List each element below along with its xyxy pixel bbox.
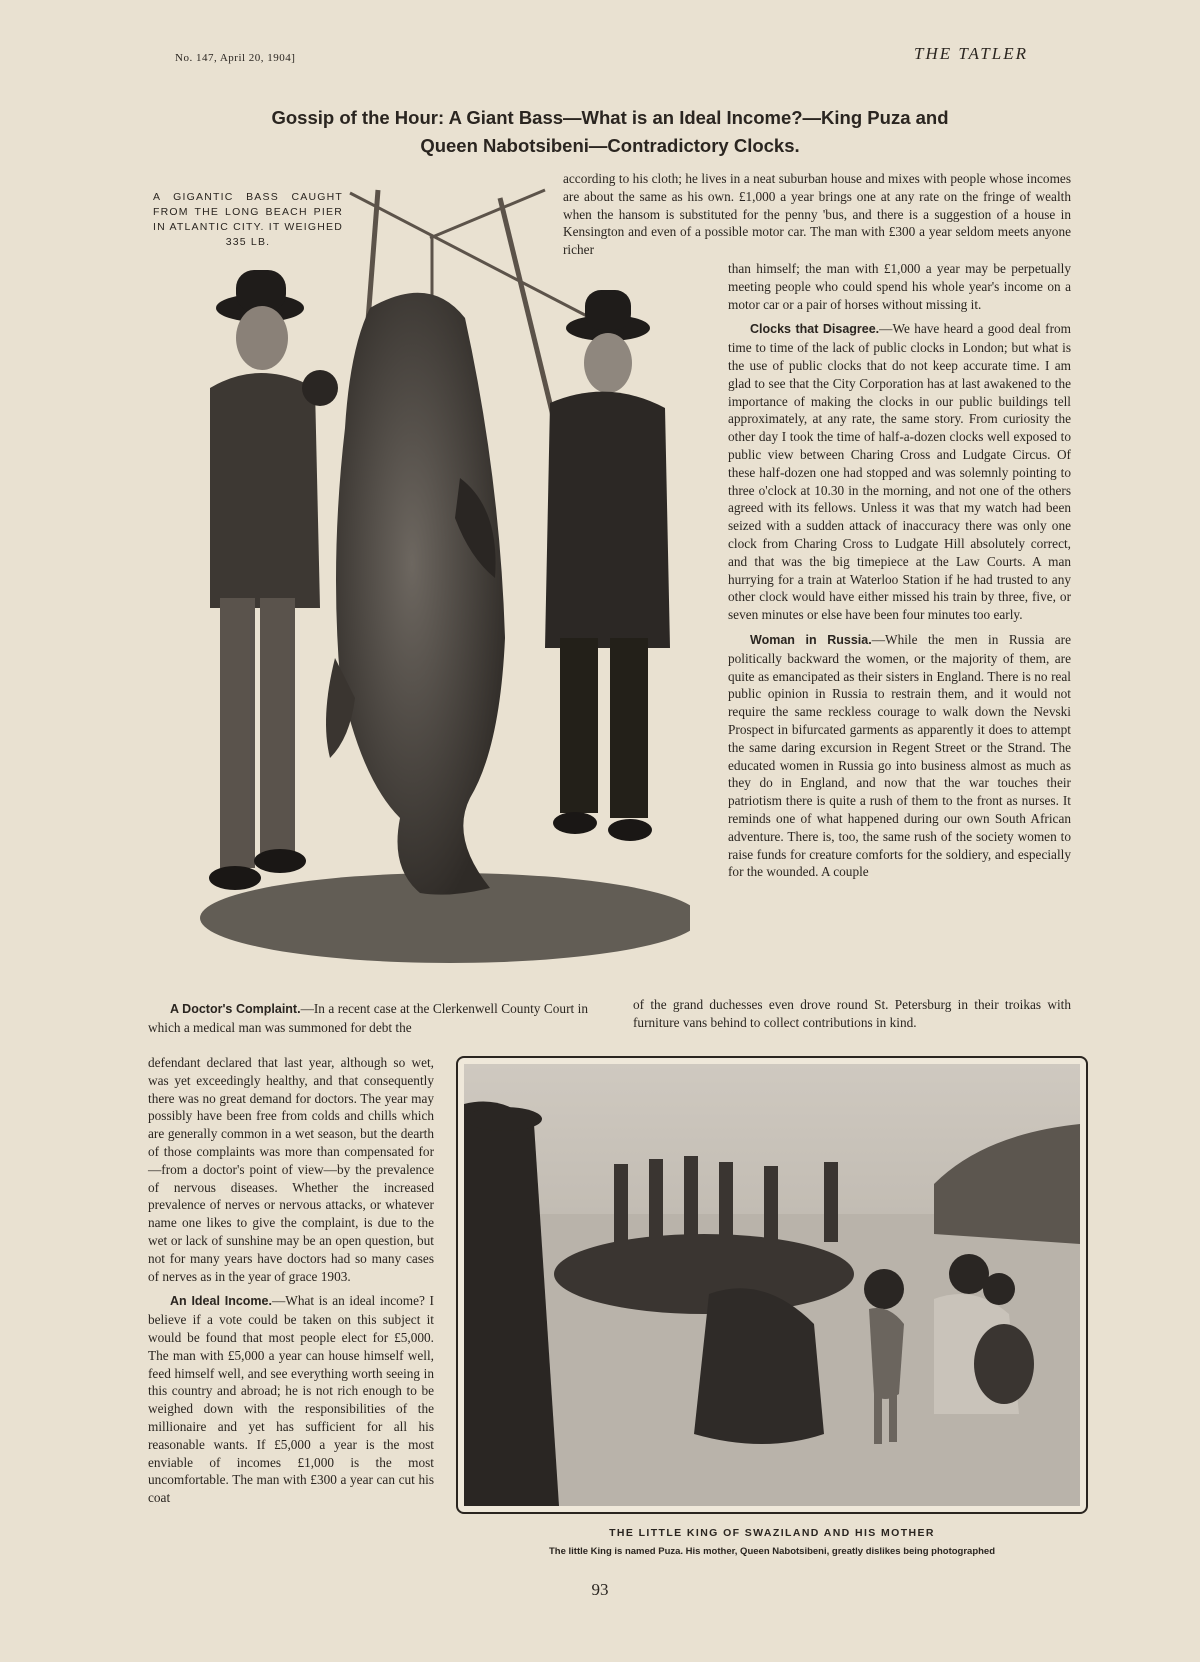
income-intro-continuation: than himself; the man with £1,000 a year may be perpetually meeting people who could spend his whole year's income on a motor car or a pair of horses without missing it. [728,261,1071,312]
doctor-intro-block [148,1000,588,1037]
russia-paragraph [728,631,1071,881]
issue-line: No. 147, April 20, 1904] [175,52,296,64]
doctor-body-start: —In a recent case at the Clerkenwell County Court in which a medical man was summoned for debt the [148,1001,588,1035]
income-body: —What is an ideal income? I believe if a vote could be taken on this subject it would be found that most people elect for £5,000. The man with £5,000 a year can house himself well, feed himself well, and see everything worth seeing in this country and abroad; he is not rich enough to be weighed down with the responsibilities of the millionaire and yet has sufficient for all his reasonable wants. If £5,000 a year is the most enviable of incomes £1,000 is the most uncomfortable. The man with £300 a year can cut his coat [148,1293,434,1506]
doctor-paragraph-start [148,1000,588,1037]
doctor-body: defendant declared that last year, although so wet, was yet exceedingly healthy, and that consequently there was no great demand for doctors. The year may possibly have been free from colds and chills which are generally common in a wet season, but the dearth of those complaints was more than compensated for—from a doctor's point of view—by the prevalence of nervous diseases. Whether the increased prevalence of nerves or nervous attacks, or whatever name one likes to give the complaint, is due to the wet or lack of sunshine may be an open question, but not for many years have doctors had so many cases of nerves as in the year of grace 1903. [148,1055,434,1284]
title-line-2: Queen Nabotsibeni—Contradictory Clocks. [420,135,800,156]
doctor-heading: A Doctor's Complaint. [170,1002,301,1016]
right-column [728,260,1071,881]
page-title [140,104,1080,160]
king-puza-figure [864,1269,904,1309]
swazi-caption-sub: The little King is named Puza. His mother, Queen Nabotsibeni, greatly dislikes being photographed [548,1546,996,1557]
bass-photo [150,178,690,978]
russia-continuation-block [633,996,1071,1032]
income-heading: An Ideal Income. [170,1294,272,1309]
clocks-heading: Clocks that Disagree. [750,322,880,337]
swazi-photo-frame [456,1056,1088,1514]
income-continuation [563,170,1071,259]
bass-caption: A GIGANTIC BASS CAUGHT FROM THE LONG BEACH PIER IN ATLANTIC CITY. IT WEIGHED 335 LB. [153,191,343,248]
left-man-figure [209,270,338,890]
title-line-1: Gossip of the Hour: A Giant Bass—What is an Ideal Income?—King Puza and [271,107,949,128]
swazi-photo [464,1064,1080,1506]
page-number: 93 [591,1580,609,1599]
right-man-figure [545,290,670,841]
clocks-body: —We have heard a good deal from time to time of the lack of public clocks in London; but what is the use of public clocks that do not keep accurate time. I am glad to see that the City Corporation has at last awakened to the importance of making the clocks in our public buildings tell approximately, at any rate, the same story. From curiosity the other day I took the time of half-a-dozen clocks well exposed to public view between Charing Cross and Ludgate Circus. Of these half-dozen one had stopped and was solemnly pointing to three o'clock at 10.30 in the morning, and not one of the others agreed with its fellows. Unless it was that my watch had been seized with a sudden attack of inaccuracy there was only one clock from Charing Cross to Ludgate Hill absolutely correct, and that was the big timepiece at the Law Courts. A man hurrying for a train at Waterloo Station if he had trusted to any other clock would have either missed his train by three, five, or seven minutes or else have been four minutes too early. [728,321,1072,623]
swazi-caption-title: THE LITTLE KING OF SWAZILAND AND HIS MOTHER [609,1527,935,1539]
income-intro-text: according to his cloth; he lives in a neat suburban house and mixes with people whose incomes are about the same as his own. £1,000 a year brings one at any rate on the fringe of wealth when the hansom is substituted for the penny 'bus, and there is a suggestion of a house in Kensington and even of a possible motor car. The man with £300 a year seldom meets anyone richer [563,171,1071,258]
russia-body: —While the men in Russia are politically backward the women, or the majority of them, are quite as emancipated as their sisters in England. There is no real public opinion in Russia to restrain them, and it would not require the same reckless courage to walk down the Nevski Prospect in bifurcated garments as apparently it does to attempt the same daring excursion in Regent Street or the Strand. The educated women in Russia go into business almost as much as they do in England, and now that the war touches their patriotism there is quite a rush of them to the front as nurses. It reminds one of what happened during our own South African adventure. There is, too, the same rush of the society women to raise funds for creature comforts for the soldiery, and especially for the wounded. A couple [728,631,1071,880]
hat [466,1107,542,1131]
russia-heading: Woman in Russia. [750,632,872,647]
giant-bass-figure [326,293,505,895]
left-column [148,1054,434,1507]
clocks-paragraph [728,320,1071,624]
magazine-name: THE TATLER [914,44,1028,63]
russia-continuation: of the grand duchesses even drove round St. Petersburg in their troikas with furniture vans behind to collect contributions in kind. [633,997,1071,1030]
income-paragraph [148,1292,434,1507]
